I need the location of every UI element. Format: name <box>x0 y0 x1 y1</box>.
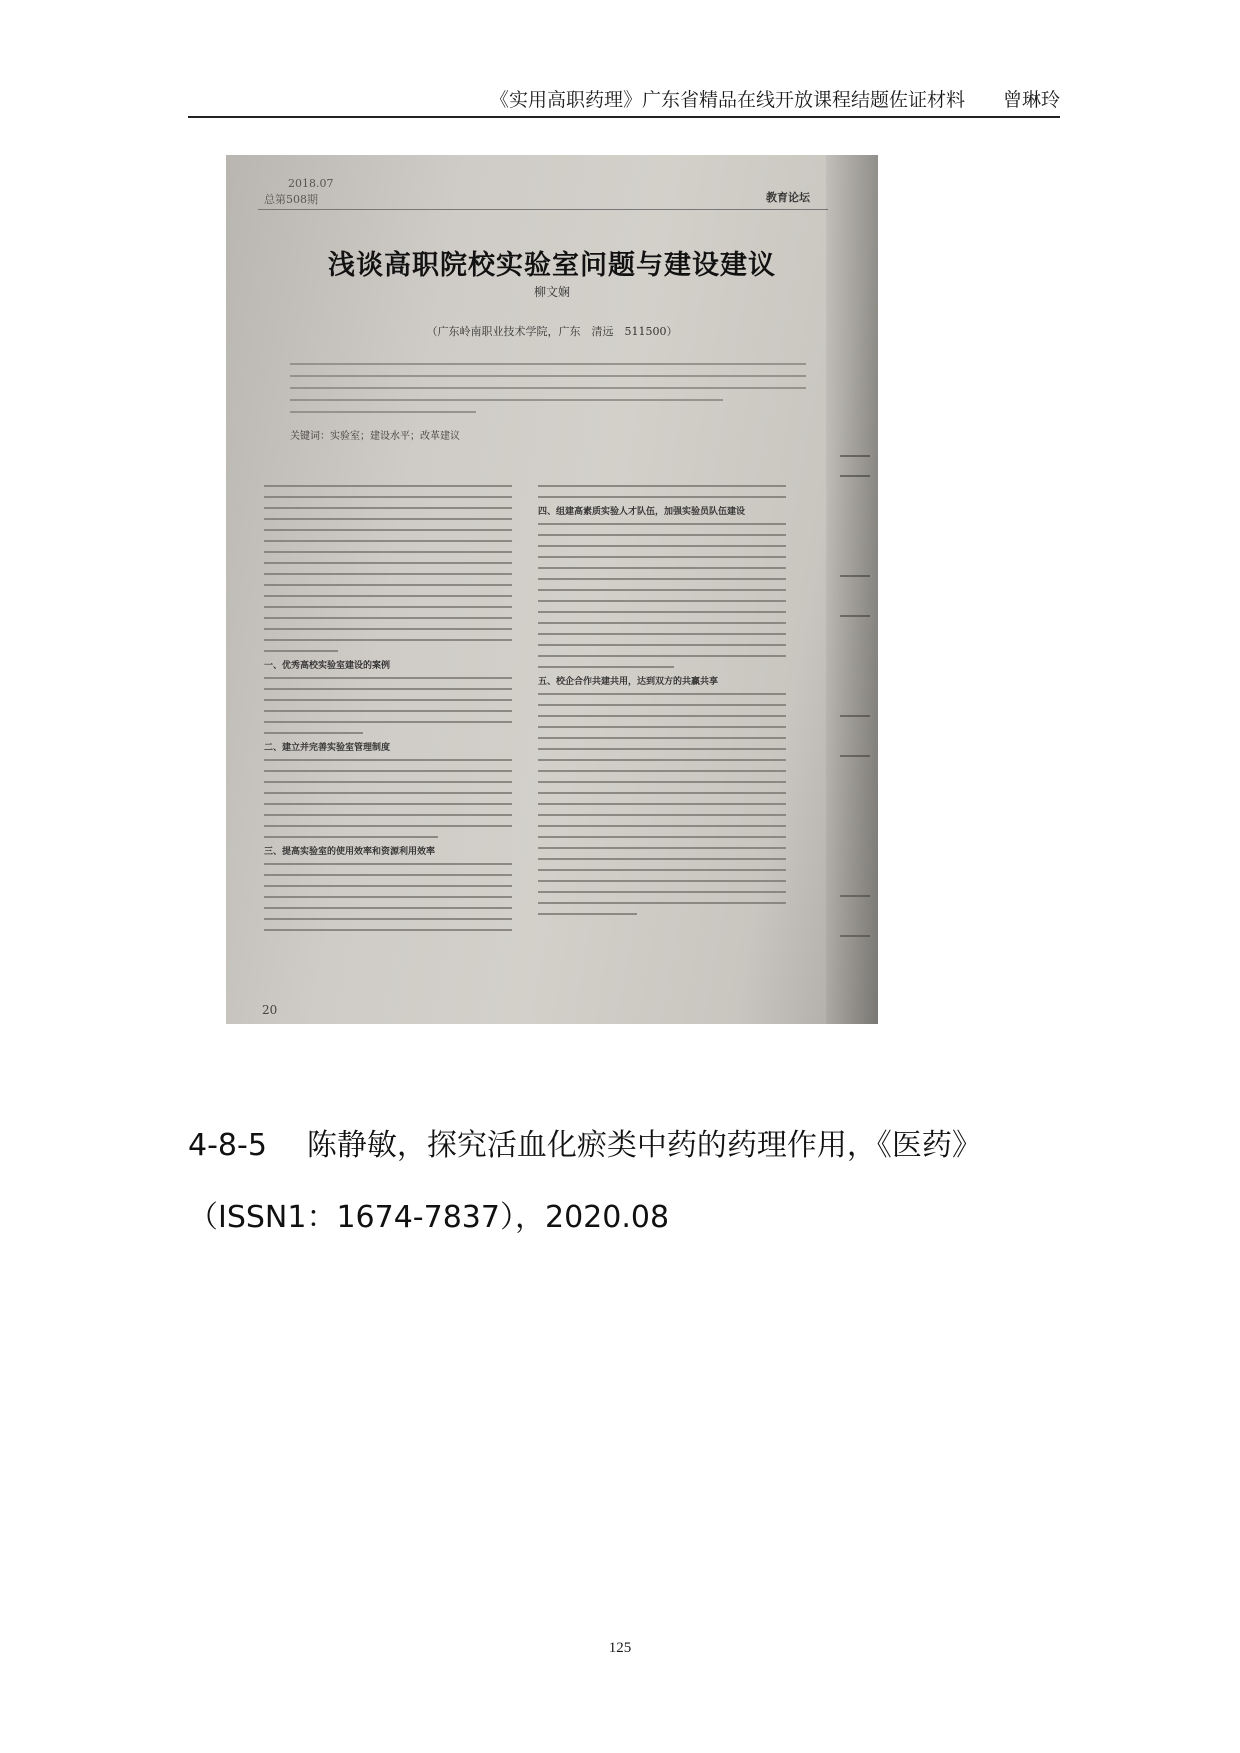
journal-page-number: 20 <box>262 1003 278 1017</box>
caption-ref-number: 4-8-5 <box>188 1128 267 1163</box>
article-title: 浅谈高职院校实验室问题与建设建议 <box>328 250 776 281</box>
page-number: 125 <box>608 1640 632 1656</box>
binding-shadow <box>826 155 878 1024</box>
article-keywords: 关键词：实验室；建设水平；改革建议 <box>290 431 460 442</box>
article-author: 柳文娴 <box>533 285 570 299</box>
article-heading-5: 五、校企合作共建共用，达到双方的共赢共享 <box>538 677 719 687</box>
article-abstract <box>290 363 806 423</box>
journal-issue: 总第508期 <box>264 193 318 206</box>
journal-date: 2018.07 <box>288 177 334 190</box>
journal-page-photo <box>226 155 878 1024</box>
article-affiliation: （广东岭南职业技术学院，广东 清远 511500） <box>426 325 678 338</box>
caption-citation: 陈静敏，探究活血化瘀类中药的药理作用，《医药》 <box>306 1128 982 1163</box>
article-heading-3: 三、提高实验室的使用效率和资源利用效率 <box>264 847 436 857</box>
article-column-right <box>538 485 786 924</box>
caption-line-1 <box>188 1124 1068 1168</box>
article-heading-4: 四、组建高素质实验人才队伍，加强实验员队伍建设 <box>538 507 746 517</box>
journal-section: 教育论坛 <box>766 191 810 204</box>
running-header: 《实用高职药理》广东省精品在线开放课程结题佐证材料 曾琳玲 <box>489 89 1060 111</box>
article-heading-2: 二、建立并完善实验室管理制度 <box>264 743 391 753</box>
evidence-caption <box>188 1124 1068 1240</box>
article-column-left <box>264 485 512 940</box>
caption-line-2: （ISSN1：1674-7837），2020.08 <box>188 1200 670 1235</box>
article-heading-1: 一、优秀高校实验室建设的案例 <box>264 661 391 671</box>
header-rule <box>188 116 1060 118</box>
journal-header-rule <box>258 209 828 210</box>
